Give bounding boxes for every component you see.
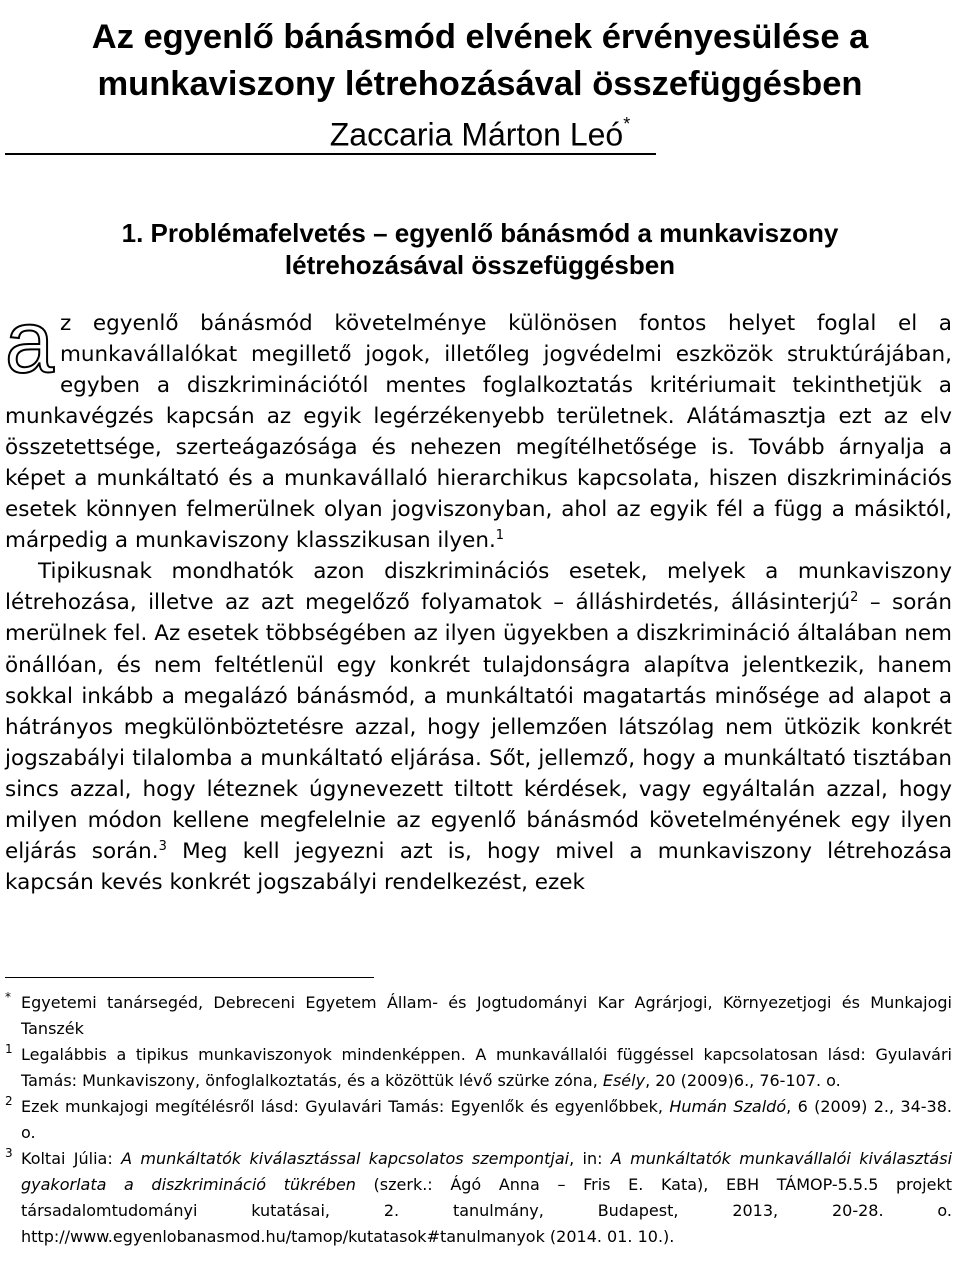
footnote-text: , 6 (2009) 2., 34-38. o.	[21, 1097, 952, 1142]
footnote-1	[5, 1042, 952, 1094]
footnote-ref-2[interactable]: 2	[850, 590, 859, 606]
footnotes	[5, 990, 952, 1250]
footnote-2	[5, 1094, 952, 1146]
footnote-text: Egyetemi tanársegéd, Debreceni Egyetem Állam- és Jogtudományi Kar Agrárjogi, Környezetjogi és Munkajogi Tanszék	[21, 993, 952, 1038]
footnote-ref-1[interactable]: 1	[495, 528, 505, 544]
title-line-1: Az egyenlő bánásmód elvének érvényesülése a	[91, 18, 869, 56]
footnote-author	[5, 990, 952, 1042]
footnote-text: , 20 (2009)6., 76-107. o.	[645, 1071, 841, 1090]
section-heading	[0, 217, 960, 281]
paragraph-2-text-a: Tipikusnak mondhatók azon diszkriminációs esetek, melyek a munkaviszony létrehozása, illetve az azt megelőző folyamatok – álláshirdetés, állásinterjú	[5, 559, 952, 616]
footnote-ref-3[interactable]: 3	[158, 838, 167, 854]
author-name	[0, 108, 960, 155]
title-underline	[5, 153, 656, 155]
paragraph-1-text: z egyenlő bánásmód követelménye különösen fontos helyet foglal el a munkavállalókat megillető jogok, illetőleg jogvédelmi eszközök struktúrájában, egyben a diszkriminációtól mentes foglalkoztatás kritériumait tekinthetjük a munkavégzés kapcsán az egyik legérzékenyebb területnek. Alátámasztja ezt az elv összetettsége, szerteágazósága és nehezen megítélhetősége is. Tovább árnyalja a képet a munkáltató és a munkavállaló hierarchikus kapcsolata, hiszen diszkriminációs esetek könnyen felmerülnek olyan jogviszonyban, ahol az egyik fél a függ a másiktól, márpedig a munkaviszony klasszikusan ilyen.	[5, 311, 952, 554]
footnote-separator	[5, 977, 374, 978]
paragraph-1	[5, 292, 952, 556]
drop-cap: a	[5, 292, 54, 391]
author-footnote-mark[interactable]: *	[623, 114, 631, 134]
footnote-mark: 3	[5, 1146, 13, 1160]
section-heading-line-1: 1. Problémafelvetés – egyenlő bánásmód a munkaviszony	[121, 218, 839, 248]
footnote-book-title: A munkáltatók munkavállalói kiválasztási gyakorlata a diszkrimináció tükrében	[21, 1149, 953, 1194]
footnote-text: Ezek munkajogi megítélésről lásd: Gyulavári Tamás: Egyenlők és egyenlőbbek,	[21, 1097, 670, 1116]
title-line-2: munkaviszony létrehozásával összefüggésben	[97, 65, 863, 103]
footnote-work-title: A munkáltatók kiválasztással kapcsolatos szempontjai	[121, 1149, 570, 1168]
footnote-mark: 1	[5, 1042, 13, 1056]
author-text: Zaccaria Márton Leó	[329, 116, 624, 153]
footnote-text: , in:	[569, 1149, 611, 1168]
footnote-text: (szerk.: Ágó Anna – Fris E. Kata), EBH TÁMOP-5.5.5 projekt társadalomtudományi kutatásai, 2. tanulmány, Budapest, 2013, 20-28. o. http://www.egyenlobanasmod.hu/tamop/kutatasok#tanulmanyok (2014. 01. 10.).	[21, 1175, 952, 1246]
footnote-mark: 2	[5, 1094, 13, 1108]
footnote-text: Koltai Júlia:	[21, 1149, 122, 1168]
footnote-journal-title: Esély	[602, 1071, 646, 1090]
paragraph-2	[5, 556, 952, 898]
footnote-mark: *	[5, 990, 11, 1004]
footnote-3	[5, 1146, 952, 1250]
section-heading-line-2: létrehozásával összefüggésben	[284, 250, 676, 280]
footnote-journal-title: Humán Szaldó	[669, 1097, 787, 1116]
document-title	[0, 14, 960, 155]
footnote-text: Legalábbis a tipikus munkaviszonyok mindenképpen. A munkavállalói függéssel kapcsolatosan lásd: Gyulavári Tamás: Munkaviszony, önfoglalkoztatás, és a közöttük lévő szürke zóna,	[21, 1045, 952, 1090]
paragraph-2-text-c: Meg kell jegyezni azt is, hogy mivel a munkaviszony létrehozása kapcsán kevés konkrét jogszabályi rendelkezést, ezek	[5, 838, 952, 895]
paragraph-2-text-b: – során merülnek fel. Az esetek többségében az ilyen ügyekben a diszkrimináció általában nem önállóan, és nem feltétlenül egy konkrét tulajdonságra alapítva jelentkezik, hanem sokkal inkább a megalázó bánásmód, a munkáltatói magatartás minősége ad alapot a hátrányos megkülönböztetésre azzal, hogy jellemzően látszólag nem ütközik konkrét jogszabályi tilalomba a munkáltató eljárása. Sőt, jellemző, hogy a munkáltató tisztában sincs azzal, hogy léteznek úgynevezett tiltott kérdések, vagy egyáltalán azzal, hogy milyen módon kellene megfelelnie az egyenlő bánásmód követelményének egy ilyen eljárás során.	[5, 590, 952, 864]
body-text	[5, 292, 952, 898]
